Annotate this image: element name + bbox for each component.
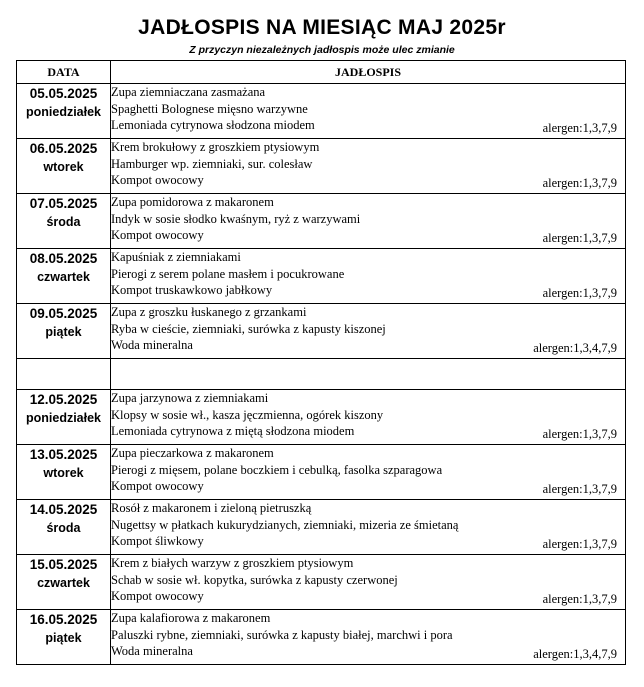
dish-line: Kompot truskawkowo jabłkowy — [111, 283, 273, 297]
menu-cell — [111, 555, 626, 610]
allergen-text: alergen:1,3,7,9 — [542, 175, 617, 190]
menu-cell — [111, 445, 626, 500]
weekday-text: piątek — [45, 325, 82, 339]
weekday-text: czwartek — [37, 576, 90, 590]
allergen-text: alergen:1,3,7,9 — [542, 536, 617, 551]
dish-line: Lemoniada cytrynowa słodzona miodem — [111, 118, 315, 132]
date-text: 12.05.2025 — [29, 392, 98, 407]
header-row — [17, 61, 626, 84]
allergen-text: alergen:1,3,7,9 — [542, 230, 617, 245]
dish-line: Klopsy w sosie wł., kasza jęczmienna, ogórek kiszony — [111, 407, 384, 422]
table-row — [17, 555, 626, 610]
header-date: DATA — [17, 61, 111, 84]
date-cell — [17, 139, 111, 194]
dish-line: Zupa z groszku łuskanego z grzankami — [111, 305, 307, 319]
weekday-text: piątek — [45, 631, 82, 645]
menu-body — [17, 84, 626, 665]
dish-line: Woda mineralna — [111, 338, 193, 352]
table-row — [17, 445, 626, 500]
table-row — [17, 610, 626, 665]
date-text: 06.05.2025 — [29, 141, 98, 156]
dish-line: Kapuśniak z ziemniakami — [111, 250, 241, 264]
date-text: 14.05.2025 — [29, 502, 98, 517]
dish-line: Zupa pomidorowa z makaronem — [111, 195, 274, 209]
menu-cell — [111, 390, 626, 445]
menu-cell — [111, 304, 626, 359]
table-row — [17, 194, 626, 249]
dish-line: Kompot owocowy — [111, 479, 204, 493]
dish-line: Kompot śliwkowy — [111, 534, 204, 548]
allergen-text: alergen:1,3,7,9 — [542, 120, 617, 135]
dish-line: Hamburger wp. ziemniaki, sur. colesław — [111, 156, 313, 171]
dish-line: Zupa ziemniaczana zasmażana — [111, 85, 266, 99]
dish-line: Pierogi z serem polane masłem i pocukrowane — [111, 266, 345, 281]
dish-line: Spaghetti Bolognese mięsno warzywne — [111, 101, 308, 116]
allergen-text: alergen:1,3,7,9 — [542, 481, 617, 496]
weekday-text: poniedziałek — [25, 105, 102, 119]
allergen-text: alergen:1,3,4,7,9 — [533, 646, 617, 661]
date-cell — [17, 249, 111, 304]
separator-cell — [17, 359, 111, 390]
dish-line: Nugettsy w płatkach kukurydzianych, ziemniaki, mizeria ze śmietaną — [111, 517, 459, 532]
menu-cell — [111, 84, 626, 139]
dish-line: Krem brokułowy z groszkiem ptysiowym — [111, 140, 320, 154]
dish-line: Indyk w sosie słodko kwaśnym, ryż z warzywami — [111, 211, 361, 226]
table-row — [17, 249, 626, 304]
allergen-text: alergen:1,3,4,7,9 — [533, 340, 617, 355]
date-text: 05.05.2025 — [29, 86, 98, 101]
weekday-text: poniedziałek — [25, 411, 102, 425]
menu-cell — [111, 139, 626, 194]
date-text: 08.05.2025 — [29, 251, 98, 266]
date-cell — [17, 500, 111, 555]
dish-line: Kompot owocowy — [111, 589, 204, 603]
dish-line: Ryba w cieście, ziemniaki, surówka z kapusty kiszonej — [111, 321, 386, 336]
dish-line: Zupa pieczarkowa z makaronem — [111, 446, 274, 460]
menu-cell — [111, 249, 626, 304]
dish-line: Rosół z makaronem i zieloną pietruszką — [111, 501, 312, 515]
dish-line: Kompot owocowy — [111, 173, 204, 187]
dish-line: Zupa kalafiorowa z makaronem — [111, 611, 271, 625]
header-menu: JADŁOSPIS — [111, 61, 626, 84]
dish-line: Pierogi z mięsem, polane boczkiem i cebulką, fasolka szparagowa — [111, 462, 443, 477]
page-subtitle: Z przyczyn niezależnych jadłospis może ulec zmianie — [189, 44, 455, 56]
week-separator-row — [17, 359, 626, 390]
date-text: 15.05.2025 — [29, 557, 98, 572]
allergen-text: alergen:1,3,7,9 — [542, 285, 617, 300]
weekday-text: środa — [46, 521, 81, 535]
dish-line: Zupa jarzynowa z ziemniakami — [111, 391, 269, 405]
allergen-text: alergen:1,3,7,9 — [542, 591, 617, 606]
date-text: 13.05.2025 — [29, 447, 98, 462]
date-cell — [17, 390, 111, 445]
separator-cell — [111, 359, 626, 390]
page-title: JADŁOSPIS NA MIESIĄC MAJ 2025r — [138, 16, 506, 39]
date-cell — [17, 610, 111, 665]
weekday-text: wtorek — [43, 160, 84, 174]
date-text: 07.05.2025 — [29, 196, 98, 211]
table-row — [17, 84, 626, 139]
date-cell — [17, 194, 111, 249]
table-row — [17, 500, 626, 555]
dish-line: Schab w sosie wł. kopytka, surówka z kapusty czerwonej — [111, 572, 398, 587]
dish-line: Paluszki rybne, ziemniaki, surówka z kapusty białej, marchwi i pora — [111, 627, 453, 642]
weekday-text: czwartek — [37, 270, 90, 284]
menu-cell — [111, 610, 626, 665]
date-cell — [17, 555, 111, 610]
dish-line: Kompot owocowy — [111, 228, 204, 242]
table-row — [17, 304, 626, 359]
weekday-text: środa — [46, 215, 81, 229]
weekday-text: wtorek — [43, 466, 84, 480]
dish-line: Woda mineralna — [111, 644, 193, 658]
table-row — [17, 390, 626, 445]
date-text: 16.05.2025 — [29, 612, 98, 627]
allergen-text: alergen:1,3,7,9 — [542, 426, 617, 441]
date-cell — [17, 445, 111, 500]
date-text: 09.05.2025 — [29, 306, 98, 321]
dish-line: Lemoniada cytrynowa z miętą słodzona miodem — [111, 424, 355, 438]
date-cell — [17, 84, 111, 139]
menu-table — [16, 60, 626, 665]
date-cell — [17, 304, 111, 359]
menu-cell — [111, 500, 626, 555]
menu-cell — [111, 194, 626, 249]
dish-line: Krem z białych warzyw z groszkiem ptysiowym — [111, 556, 354, 570]
table-row — [17, 139, 626, 194]
